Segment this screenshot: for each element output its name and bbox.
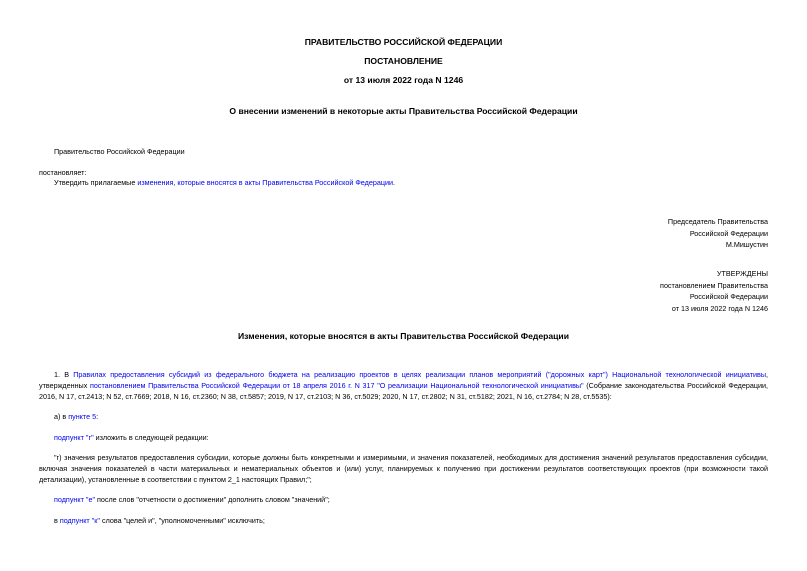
intro-text: Правительство Российской Федерации xyxy=(54,147,185,156)
p1-start: 1. В xyxy=(54,370,74,379)
approve-link[interactable]: изменения, которые вносятся в акты Правительства Российской Федерации xyxy=(137,178,393,187)
p1-mid: , утвержденных xyxy=(39,370,768,390)
approved-line-2: постановлением Правительства xyxy=(660,280,768,290)
rules-link[interactable]: Правилах предоставления субсидий из федерального бюджета на реализацию проектов в целях реализации планов мероприятий ("дорожных карт") Национальной технологической инициативы xyxy=(73,370,766,379)
p3-end: изложить в следующей редакции: xyxy=(93,433,209,442)
p5-end: после слов "отчетности о достижении" дополнить словом "значений"; xyxy=(95,495,330,504)
approved-line-1: УТВЕРЖДЕНЫ xyxy=(716,269,768,278)
signature-line-1: Председатель Правительства xyxy=(667,217,768,226)
approved-block xyxy=(660,268,768,314)
signature-block xyxy=(668,216,768,251)
approve-prefix: Утвердить прилагаемые xyxy=(54,178,138,187)
paragraph-1 xyxy=(39,369,768,402)
signature-line-3: М.Мишустин xyxy=(725,240,768,249)
paragraph-2 xyxy=(54,411,98,422)
date-number: от 13 июля 2022 года N 1246 xyxy=(343,75,464,85)
paragraph-4: "г) значения результатов предоставления субсидии, которые должны быть конкретными и измеримыми, и значения показателей, необходимых для достижения значений результатов предоставления субсидии, включая значения показателей в части материальных и нематериальных объектов и (или) услуг, планируемых к получению при достижении результатов соответствующих проектов (при возможности такой детализации), установленные в соответствии с пунктом 2_1 настоящих Правил;"; xyxy=(39,453,768,484)
subclause-g-link[interactable]: подпункт "г" xyxy=(54,433,94,442)
approve-suffix: . xyxy=(392,178,395,187)
government-heading: ПРАВИТЕЛЬСТВО РОССИЙСКОЙ ФЕДЕРАЦИИ xyxy=(304,37,503,47)
paragraph-5 xyxy=(54,494,330,505)
approved-line-4: от 13 июля 2022 года N 1246 xyxy=(671,303,768,313)
p6-end: слова "целей и", "уполномоченными" исключить; xyxy=(99,516,265,525)
clause-5-link[interactable]: пункте 5 xyxy=(68,412,97,421)
subclause-e-link[interactable]: подпункт "е" xyxy=(54,495,95,504)
p1-end: (Собрание законодательства Российской Федерации, 2016, N 17, ст.2413; N 52, ст.7669; 2018, N 16, ст.2360; N 38, ст.5857; 2019, N 17, ст.2103; N 36, ст.5029; 2020, N 17, ст.2802; N 31, ст.5182; 2021, N 16, ст.2784; N 28, ст.5535): xyxy=(39,381,768,401)
resolution-317-link[interactable]: постановлением Правительства Российской Федерации от 18 апреля 2016 г. N 317 "О реализации Национальной технологической инициативы" xyxy=(89,381,584,390)
doc-type-heading: ПОСТАНОВЛЕНИЕ xyxy=(364,56,443,66)
resolves-text: постановляет: xyxy=(39,168,87,177)
approve-paragraph xyxy=(54,177,395,188)
p6-start: в xyxy=(54,516,60,525)
p2-start: а) в xyxy=(54,412,69,421)
signature-line-2: Российской Федерации xyxy=(689,228,768,238)
approved-line-3: Российской Федерации xyxy=(689,292,768,301)
p2-end: : xyxy=(96,412,99,421)
document-title: О внесении изменений в некоторые акты Правительства Российской Федерации xyxy=(229,106,578,116)
paragraph-3 xyxy=(54,432,209,443)
paragraph-6 xyxy=(54,515,265,526)
subclause-k-link[interactable]: подпункт "к" xyxy=(59,516,100,525)
changes-title: Изменения, которые вносятся в акты Правительства Российской Федерации xyxy=(237,331,569,341)
